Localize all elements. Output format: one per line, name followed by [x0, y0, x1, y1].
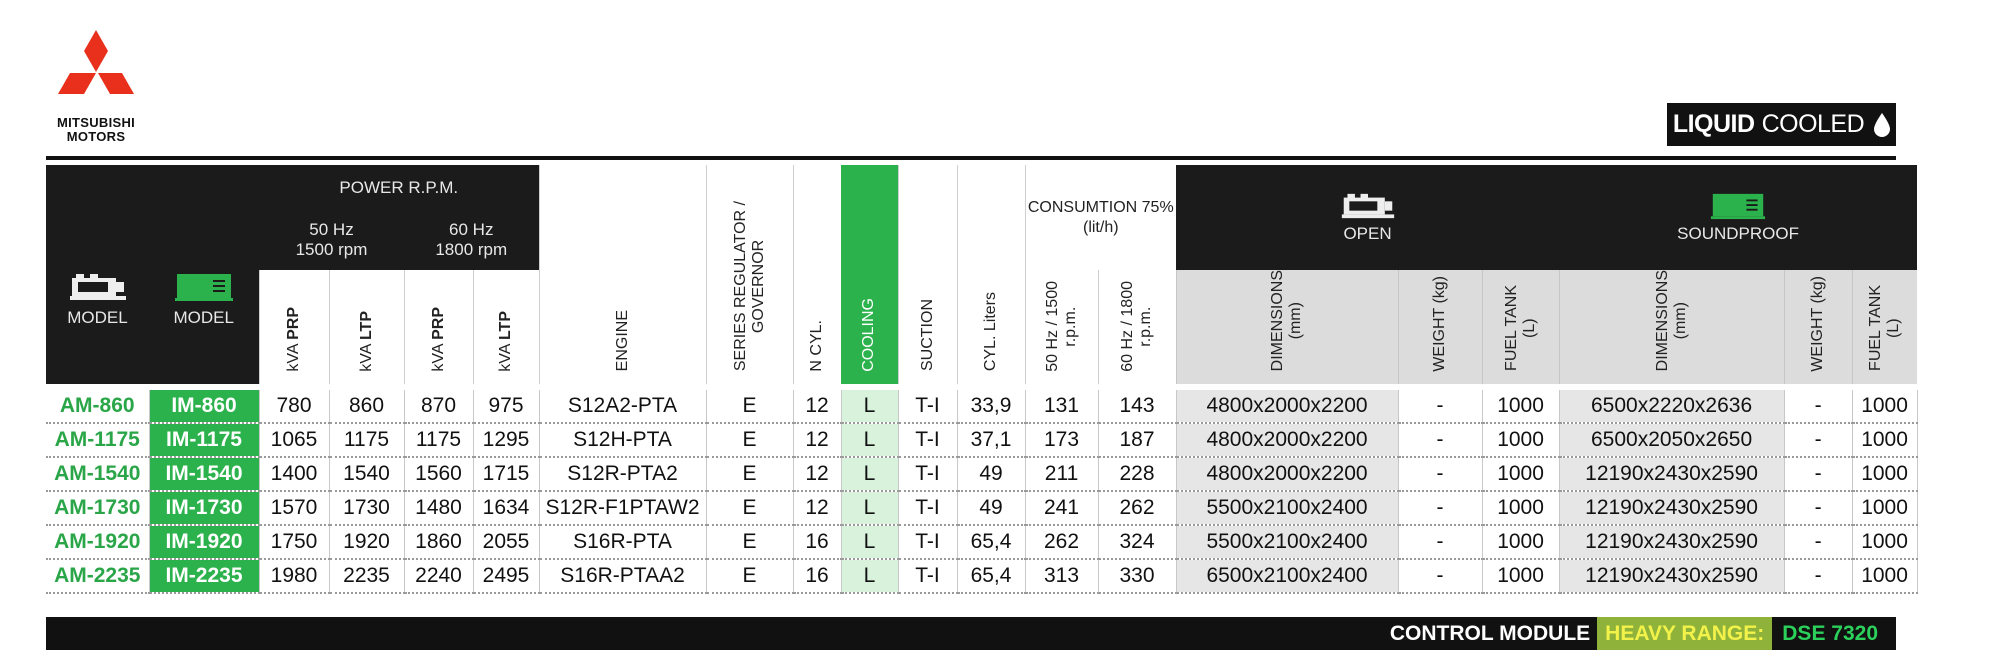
soundproof-generator-icon [1709, 192, 1767, 220]
open-generator-icon [70, 272, 126, 302]
sp-dimensions-cell: 12190x2430x2590 [1559, 491, 1784, 525]
kva-prp-50-cell: 1750 [259, 525, 329, 559]
kva-prp-60-cell: 2240 [404, 559, 473, 593]
cyl-liters-cell: 65,4 [957, 525, 1025, 559]
cons60-cell: 324 [1098, 525, 1176, 559]
open-tank-cell: 1000 [1482, 491, 1559, 525]
am-model-cell: AM-2235 [46, 559, 149, 593]
kva-ltp-50-header: kVA LTP [329, 270, 404, 384]
kva-ltp-50-cell: 860 [329, 390, 404, 423]
im-model-cell: IM-1920 [149, 525, 259, 559]
open-dimensions-cell: 4800x2000x2200 [1176, 457, 1398, 491]
ncyl-cell: 16 [793, 559, 841, 593]
header-rule [46, 156, 1896, 160]
badge-bold-text: LIQUID [1672, 110, 1755, 138]
cooling-header: COOLING [841, 165, 898, 384]
sp-weight-cell: - [1784, 491, 1852, 525]
hz60-header: 60 Hz 1800 rpm [404, 210, 539, 270]
water-drop-icon [1874, 113, 1890, 137]
sp-dimensions-cell: 12190x2430x2590 [1559, 559, 1784, 593]
kva-ltp-50-cell: 1920 [329, 525, 404, 559]
sp-dimensions-cell: 6500x2050x2650 [1559, 423, 1784, 457]
table-row [46, 390, 1917, 423]
cons50-cell: 241 [1025, 491, 1098, 525]
kva-ltp-50-cell: 1175 [329, 423, 404, 457]
open-weight-cell: - [1398, 423, 1482, 457]
sp-dimensions-header: DIMENSIONS (mm) [1559, 270, 1784, 384]
cons50-cell: 262 [1025, 525, 1098, 559]
table-row [46, 491, 1917, 525]
mitsubishi-logo [46, 28, 146, 144]
kva-prp-50-cell: 780 [259, 390, 329, 423]
open-dimensions-header: DIMENSIONS (mm) [1176, 270, 1398, 384]
brand-name-line1: MITSUBISHI [56, 115, 136, 130]
cyl-liters-cell: 49 [957, 457, 1025, 491]
regulator-cell: E [706, 491, 793, 525]
sp-weight-header: WEIGHT (kg) [1784, 270, 1852, 384]
kva-prp-50-cell: 1980 [259, 559, 329, 593]
heavy-range-label: HEAVY RANGE: [1597, 617, 1772, 650]
open-tank-cell: 1000 [1482, 457, 1559, 491]
kva-ltp-50-cell: 2235 [329, 559, 404, 593]
open-tank-cell: 1000 [1482, 559, 1559, 593]
cons50-cell: 131 [1025, 390, 1098, 423]
hz50-header: 50 Hz 1500 rpm [259, 210, 404, 270]
cons50-header: 50 Hz / 1500 r.p.m. [1025, 270, 1098, 384]
regulator-cell: E [706, 457, 793, 491]
suction-cell: T-I [898, 559, 957, 593]
cons50-cell: 173 [1025, 423, 1098, 457]
badge-text: COOLED [1761, 110, 1865, 138]
open-weight-cell: - [1398, 525, 1482, 559]
engine-header: ENGINE [539, 165, 706, 384]
soundproof-model-header [149, 165, 259, 384]
table-row [46, 525, 1917, 559]
liquid-cooled-badge [1667, 103, 1896, 146]
cons60-header: 60 Hz / 1800 r.p.m. [1098, 270, 1176, 384]
sp-tank-cell: 1000 [1852, 390, 1917, 423]
sp-weight-cell: - [1784, 423, 1852, 457]
generator-spec-table [46, 165, 1918, 594]
am-model-cell: AM-1730 [46, 491, 149, 525]
am-model-cell: AM-1920 [46, 525, 149, 559]
engine-cell: S16R-PTAA2 [539, 559, 706, 593]
ncyl-cell: 12 [793, 423, 841, 457]
kva-prp-60-cell: 870 [404, 390, 473, 423]
sp-tank-cell: 1000 [1852, 491, 1917, 525]
open-model-header [46, 165, 149, 384]
kva-prp-60-header: kVA PRP [404, 270, 473, 384]
open-dimensions-cell: 4800x2000x2200 [1176, 390, 1398, 423]
ncyl-cell: 16 [793, 525, 841, 559]
soundproof-generator-icon [175, 272, 233, 302]
engine-cell: S16R-PTA [539, 525, 706, 559]
kva-prp-60-cell: 1860 [404, 525, 473, 559]
cooling-cell: L [841, 390, 898, 423]
am-model-cell: AM-1175 [46, 423, 149, 457]
cooling-cell: L [841, 457, 898, 491]
cooling-cell: L [841, 491, 898, 525]
cyl-liters-header: CYL. Liters [957, 165, 1025, 384]
open-dimensions-cell: 5500x2100x2400 [1176, 491, 1398, 525]
cons60-cell: 262 [1098, 491, 1176, 525]
suction-cell: T-I [898, 491, 957, 525]
open-dimensions-cell: 6500x2100x2400 [1176, 559, 1398, 593]
sp-dimensions-cell: 12190x2430x2590 [1559, 457, 1784, 491]
open-weight-cell: - [1398, 559, 1482, 593]
cons50-cell: 313 [1025, 559, 1098, 593]
sp-weight-cell: - [1784, 559, 1852, 593]
engine-cell: S12A2-PTA [539, 390, 706, 423]
brand-name-line2: MOTORS [66, 129, 126, 144]
cooling-cell: L [841, 559, 898, 593]
kva-prp-60-cell: 1480 [404, 491, 473, 525]
soundproof-header: SOUNDPROOF [1559, 165, 1917, 270]
kva-ltp-60-cell: 2055 [473, 525, 539, 559]
cons60-cell: 143 [1098, 390, 1176, 423]
consumption-header: CONSUMTION 75% (lit/h) [1025, 165, 1176, 270]
im-model-cell: IM-860 [149, 390, 259, 423]
engine-cell: S12R-PTA2 [539, 457, 706, 491]
ncyl-header: N CYL. [793, 165, 841, 384]
kva-prp-60-cell: 1560 [404, 457, 473, 491]
kva-prp-50-cell: 1400 [259, 457, 329, 491]
open-tank-header: FUEL TANK (L) [1482, 270, 1559, 384]
sp-tank-cell: 1000 [1852, 457, 1917, 491]
dse-model-label: DSE 7320 [1782, 621, 1878, 645]
am-model-cell: AM-860 [46, 390, 149, 423]
table-row [46, 457, 1917, 491]
open-weight-cell: - [1398, 390, 1482, 423]
cons60-cell: 330 [1098, 559, 1176, 593]
ncyl-cell: 12 [793, 491, 841, 525]
open-tank-cell: 1000 [1482, 525, 1559, 559]
open-dimensions-cell: 5500x2100x2400 [1176, 525, 1398, 559]
control-module-label: CONTROL MODULE [1389, 621, 1591, 645]
cons60-cell: 228 [1098, 457, 1176, 491]
table-row [46, 423, 1917, 457]
kva-prp-50-header: kVA PRP [259, 270, 329, 384]
suction-cell: T-I [898, 457, 957, 491]
sp-dimensions-cell: 12190x2430x2590 [1559, 525, 1784, 559]
ncyl-cell: 12 [793, 390, 841, 423]
model-label-soundproof: MODEL [173, 307, 234, 327]
kva-ltp-60-header: kVA LTP [473, 270, 539, 384]
open-weight-cell: - [1398, 491, 1482, 525]
regulator-cell: E [706, 390, 793, 423]
sp-tank-cell: 1000 [1852, 559, 1917, 593]
sp-tank-cell: 1000 [1852, 423, 1917, 457]
cons50-cell: 211 [1025, 457, 1098, 491]
kva-ltp-60-cell: 2495 [473, 559, 539, 593]
cyl-liters-cell: 49 [957, 491, 1025, 525]
im-model-cell: IM-1175 [149, 423, 259, 457]
sp-weight-cell: - [1784, 457, 1852, 491]
series-regulator-header: SERIES REGULATOR / GOVERNOR [706, 165, 793, 384]
open-generator-icon [1340, 192, 1396, 220]
open-tank-cell: 1000 [1482, 390, 1559, 423]
kva-ltp-50-cell: 1540 [329, 457, 404, 491]
cyl-liters-cell: 65,4 [957, 559, 1025, 593]
cooling-cell: L [841, 525, 898, 559]
open-weight-header: WEIGHT (kg) [1398, 270, 1482, 384]
kva-ltp-60-cell: 1715 [473, 457, 539, 491]
kva-ltp-50-cell: 1730 [329, 491, 404, 525]
suction-cell: T-I [898, 525, 957, 559]
kva-ltp-60-cell: 1634 [473, 491, 539, 525]
kva-prp-50-cell: 1570 [259, 491, 329, 525]
regulator-cell: E [706, 525, 793, 559]
am-model-cell: AM-1540 [46, 457, 149, 491]
model-label-open: MODEL [67, 307, 128, 327]
sp-weight-cell: - [1784, 525, 1852, 559]
im-model-cell: IM-1540 [149, 457, 259, 491]
kva-ltp-60-cell: 1295 [473, 423, 539, 457]
table-row [46, 559, 1917, 593]
suction-cell: T-I [898, 390, 957, 423]
kva-prp-50-cell: 1065 [259, 423, 329, 457]
cyl-liters-cell: 37,1 [957, 423, 1025, 457]
suction-cell: T-I [898, 423, 957, 457]
open-dimensions-cell: 4800x2000x2200 [1176, 423, 1398, 457]
suction-header: SUCTION [898, 165, 957, 384]
im-model-cell: IM-2235 [149, 559, 259, 593]
open-tank-cell: 1000 [1482, 423, 1559, 457]
cyl-liters-cell: 33,9 [957, 390, 1025, 423]
regulator-cell: E [706, 559, 793, 593]
cons60-cell: 187 [1098, 423, 1176, 457]
three-diamonds-icon [47, 28, 145, 116]
kva-prp-60-cell: 1175 [404, 423, 473, 457]
engine-cell: S12H-PTA [539, 423, 706, 457]
im-model-cell: IM-1730 [149, 491, 259, 525]
control-module-bar [46, 617, 1896, 650]
open-weight-cell: - [1398, 457, 1482, 491]
open-header: OPEN [1176, 165, 1559, 270]
sp-dimensions-cell: 6500x2220x2636 [1559, 390, 1784, 423]
regulator-cell: E [706, 423, 793, 457]
sp-tank-header: FUEL TANK (L) [1852, 270, 1917, 384]
ncyl-cell: 12 [793, 457, 841, 491]
engine-cell: S12R-F1PTAW2 [539, 491, 706, 525]
sp-weight-cell: - [1784, 390, 1852, 423]
cooling-cell: L [841, 423, 898, 457]
power-rpm-header: POWER R.P.M. [259, 165, 539, 210]
sp-tank-cell: 1000 [1852, 525, 1917, 559]
kva-ltp-60-cell: 975 [473, 390, 539, 423]
